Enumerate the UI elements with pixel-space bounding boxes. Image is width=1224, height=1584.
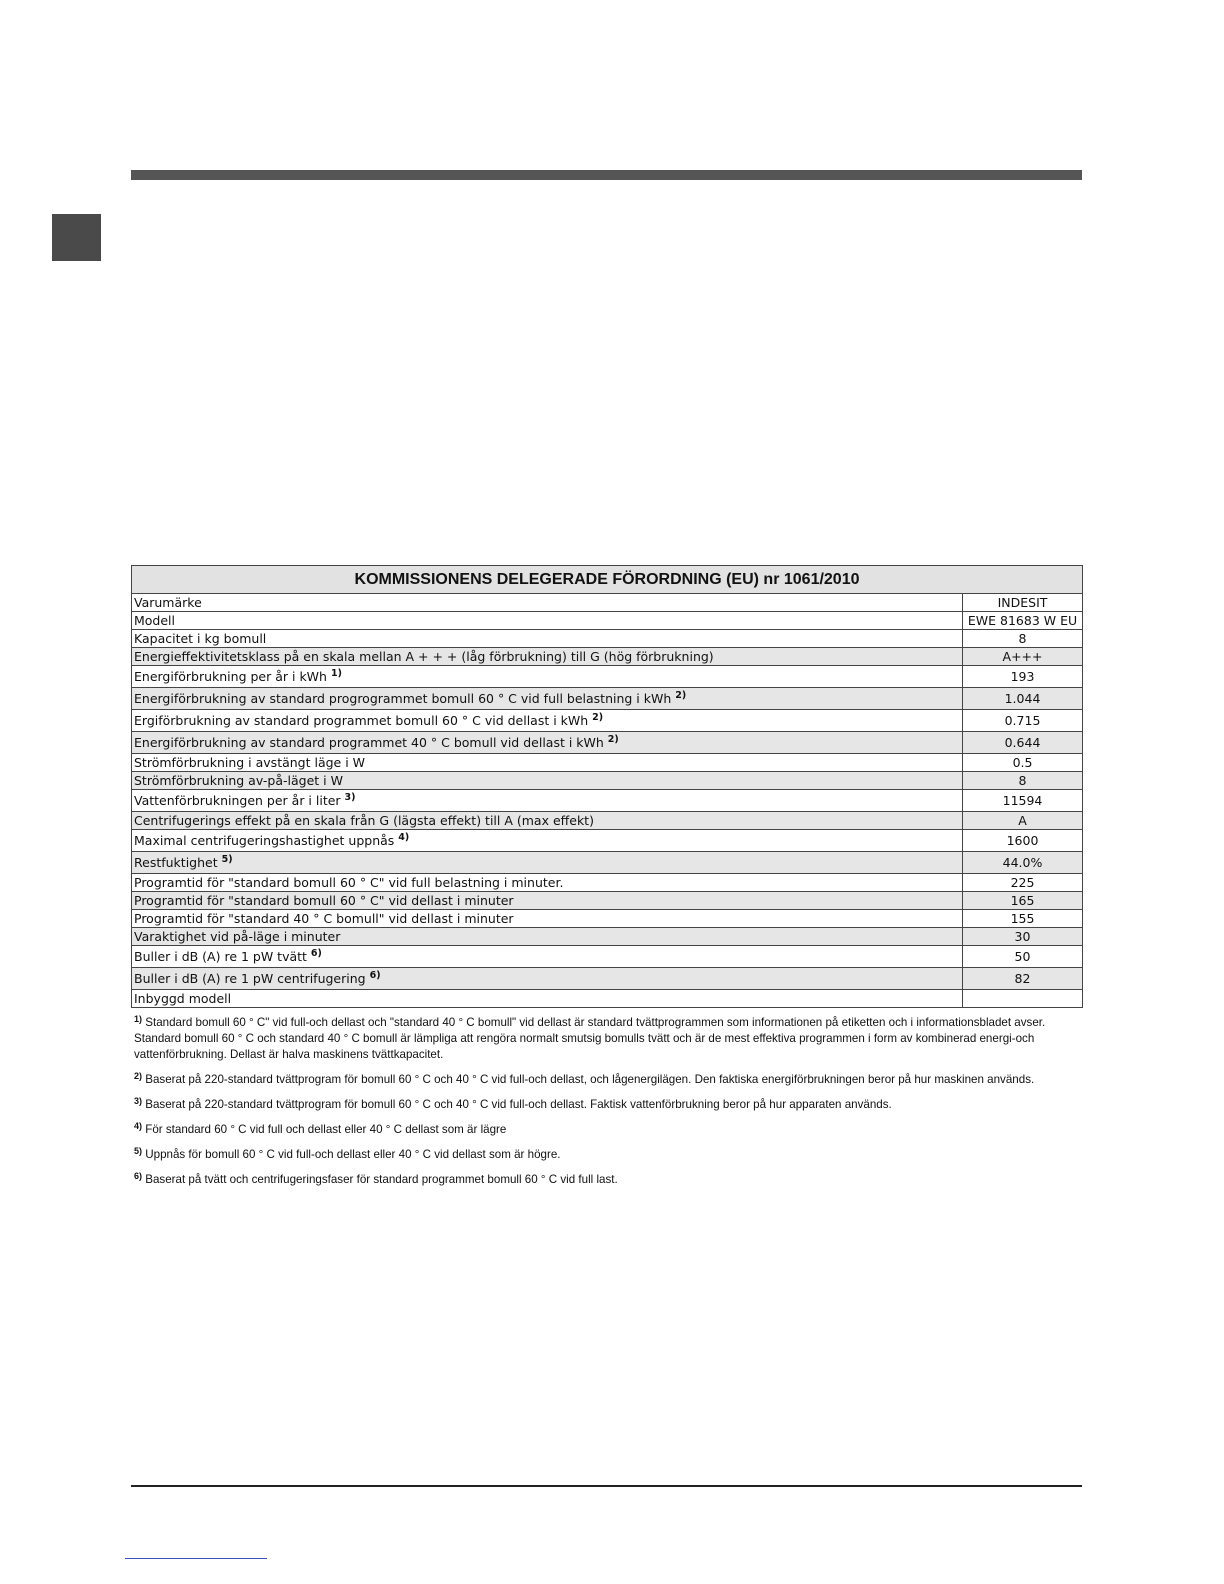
row-label xyxy=(132,710,963,732)
table-row xyxy=(132,688,1083,710)
row-label xyxy=(132,666,963,688)
table-row xyxy=(132,772,1083,790)
row-value: A+++ xyxy=(963,648,1083,666)
footnote-ref: 2) xyxy=(607,734,619,745)
row-label xyxy=(132,648,963,666)
row-label xyxy=(132,892,963,910)
row-value: A xyxy=(963,812,1083,830)
row-label xyxy=(132,688,963,710)
row-label-text: Kapacitet i kg bomull xyxy=(134,630,267,646)
table-row xyxy=(132,594,1083,612)
footnote-text: Standard bomull 60 ° C" vid full-och dellast och "standard 40 ° C bomull" vid dellast är standard tvättprogrammen som informationen på etiketten och i informationsbladet avser. Standard bomull 60 ° C och standard 40 ° C bomull är lämpliga att rengöra normalt smutsig bomulls tvätt och är de mest effektiva programmen i form av kombinerad energi-och vattenförbrukning. Dellast är halva maskinens tvättkapacitet. xyxy=(134,1016,1046,1061)
footnote-text: Baserat på 220-standard tvättprogram för bomull 60 ° C och 40 ° C vid full-och dellast, och lågenergilägen. Den faktiska energiförbrukningen beror på hur maskinen används. xyxy=(145,1073,1035,1086)
row-value: INDESIT xyxy=(963,594,1083,612)
row-value: 8 xyxy=(963,772,1083,790)
footnote-text: Baserat på 220-standard tvättprogram för bomull 60 ° C och 40 ° C vid full-och dellast. Faktisk vattenförbrukning beror på hur apparaten används. xyxy=(145,1098,892,1111)
language-tab-marker xyxy=(52,214,101,261)
row-label-text: Buller i dB (A) re 1 pW tvätt xyxy=(134,949,307,964)
table-row xyxy=(132,630,1083,648)
footnote-ref: 1) xyxy=(330,668,342,679)
row-label-text: Programtid för "standard bomull 60 ° C" vid dellast i minuter xyxy=(134,892,514,908)
table-body xyxy=(132,594,1083,1008)
table-row xyxy=(132,666,1083,688)
footnote-text: För standard 60 ° C vid full och dellast eller 40 ° C dellast som är lägre xyxy=(145,1123,507,1136)
row-label xyxy=(132,732,963,754)
footnote xyxy=(134,1122,1084,1138)
footnote-ref: 6) xyxy=(369,970,381,981)
row-label-text: Varaktighet vid på-läge i minuter xyxy=(134,928,341,944)
row-value: 1.044 xyxy=(963,688,1083,710)
footnote xyxy=(134,1015,1084,1063)
row-label xyxy=(132,772,963,790)
table-row xyxy=(132,946,1083,968)
table-row xyxy=(132,812,1083,830)
row-label xyxy=(132,852,963,874)
footnote-ref: 3) xyxy=(344,792,356,803)
footnote-text: Baserat på tvätt och centrifugeringsfaser för standard programmet bomull 60 ° C vid full last. xyxy=(145,1173,618,1186)
footnote-mark: 2) xyxy=(134,1071,143,1081)
row-label-text: Ergiförbrukning av standard programmet bomull 60 ° C vid dellast i kWh xyxy=(134,713,589,728)
row-value: 165 xyxy=(963,892,1083,910)
row-label-text: Energiförbrukning per år i kWh xyxy=(134,669,327,684)
row-label xyxy=(132,612,963,630)
row-label xyxy=(132,946,963,968)
regulation-spec-table xyxy=(131,565,1083,1008)
footnote-ref: 6) xyxy=(310,948,322,959)
row-value: 0.644 xyxy=(963,732,1083,754)
table-row xyxy=(132,648,1083,666)
footnote xyxy=(134,1097,1084,1113)
row-label xyxy=(132,910,963,928)
row-label xyxy=(132,790,963,812)
row-label-text: Energieffektivitetsklass på en skala mellan A + + + (låg förbrukning) till G (hög förbrukning) xyxy=(134,648,714,664)
table-row xyxy=(132,732,1083,754)
row-label-text: Inbyggd modell xyxy=(134,990,232,1006)
footnote xyxy=(134,1147,1084,1163)
row-label-text: Centrifugerings effekt på en skala från G (lägsta effekt) till A (max effekt) xyxy=(134,812,594,828)
table-title: KOMMISSIONENS DELEGERADE FÖRORDNING (EU) nr 1061/2010 xyxy=(132,566,1083,594)
row-label-text: Varumärke xyxy=(134,594,202,610)
row-value: 155 xyxy=(963,910,1083,928)
row-label xyxy=(132,874,963,892)
row-value: 44.0% xyxy=(963,852,1083,874)
footnote-mark: 4) xyxy=(134,1121,143,1131)
footnote-mark: 3) xyxy=(134,1096,143,1106)
footnote-ref: 4) xyxy=(398,832,410,843)
row-value: 0.5 xyxy=(963,754,1083,772)
row-value: 225 xyxy=(963,874,1083,892)
table-row xyxy=(132,830,1083,852)
table-row xyxy=(132,852,1083,874)
table-row xyxy=(132,612,1083,630)
footnote-text: Uppnås för bomull 60 ° C vid full-och dellast eller 40 ° C vid dellast som är högre. xyxy=(145,1148,561,1161)
row-label xyxy=(132,630,963,648)
row-value: 50 xyxy=(963,946,1083,968)
table-row xyxy=(132,754,1083,772)
row-value: 8 xyxy=(963,630,1083,648)
row-label-text: Strömförbrukning av-på-läget i W xyxy=(134,772,343,788)
row-label-text: Energiförbrukning av standard programmet 40 ° C bomull vid dellast i kWh xyxy=(134,735,604,750)
row-value: 11594 xyxy=(963,790,1083,812)
footnote-ref: 2) xyxy=(592,712,604,723)
footnote-mark: 1) xyxy=(134,1014,143,1024)
table-row xyxy=(132,990,1083,1008)
row-label xyxy=(132,812,963,830)
row-label-text: Strömförbrukning i avstängt läge i W xyxy=(134,754,366,770)
row-value: EWE 81683 W EU xyxy=(963,612,1083,630)
table-row xyxy=(132,874,1083,892)
row-label xyxy=(132,968,963,990)
row-label-text: Modell xyxy=(134,612,176,628)
row-label-text: Maximal centrifugeringshastighet uppnås xyxy=(134,833,395,848)
footnote xyxy=(134,1172,1084,1188)
row-label xyxy=(132,928,963,946)
row-label-text: Vattenförbrukningen per år i liter xyxy=(134,793,341,808)
footer-link-underline xyxy=(125,1558,267,1559)
footnote-ref: 2) xyxy=(675,690,687,701)
footer-rule xyxy=(131,1485,1082,1487)
footnote-mark: 6) xyxy=(134,1171,143,1181)
row-label-text: Programtid för "standard 40 ° C bomull" vid dellast i minuter xyxy=(134,910,514,926)
table-row xyxy=(132,910,1083,928)
table-row xyxy=(132,928,1083,946)
row-value: 82 xyxy=(963,968,1083,990)
footnote-mark: 5) xyxy=(134,1146,143,1156)
row-value: 1600 xyxy=(963,830,1083,852)
footnotes xyxy=(134,1015,1084,1197)
row-value: 193 xyxy=(963,666,1083,688)
row-label-text: Buller i dB (A) re 1 pW centrifugering xyxy=(134,971,366,986)
row-label-text: Programtid för "standard bomull 60 ° C" vid full belastning i minuter. xyxy=(134,874,564,890)
row-label xyxy=(132,594,963,612)
row-value: 0.715 xyxy=(963,710,1083,732)
table-row xyxy=(132,892,1083,910)
table-row xyxy=(132,968,1083,990)
row-value: 30 xyxy=(963,928,1083,946)
row-value xyxy=(963,990,1083,1008)
header-rule xyxy=(131,170,1082,180)
row-label xyxy=(132,754,963,772)
row-label-text: Energiförbrukning av standard progrogrammet bomull 60 ° C vid full belastning i kWh xyxy=(134,691,672,706)
footnote xyxy=(134,1072,1084,1088)
table-row xyxy=(132,710,1083,732)
footnote-ref: 5) xyxy=(221,854,233,865)
row-label-text: Restfuktighet xyxy=(134,855,218,870)
table-row xyxy=(132,790,1083,812)
row-label xyxy=(132,830,963,852)
row-label xyxy=(132,990,963,1008)
